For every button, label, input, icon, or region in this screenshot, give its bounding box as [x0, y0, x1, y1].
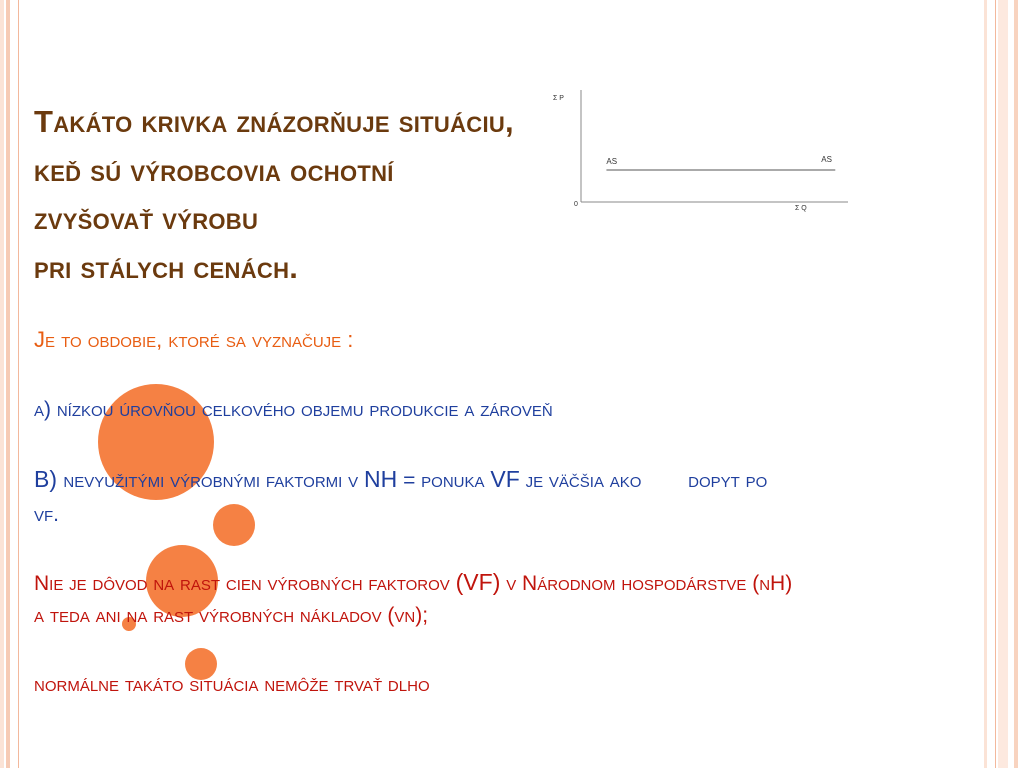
red-line-1 [34, 569, 792, 596]
red-line-3: normálne takáto situácia nemôže trvať dlho [34, 673, 430, 696]
point-b-line2: vf. [34, 503, 60, 526]
red-line-1-part2: v Národnom hospodárstve (nH) [500, 572, 793, 595]
chart-svg [545, 82, 855, 217]
point-b-text3: je väčšia ako dopyt po [519, 469, 768, 492]
subtitle: Je to obdobie, ktoré sa vyznačuje : [34, 327, 354, 352]
point-b-prefix: B) [34, 466, 64, 492]
aggregate-supply-chart [545, 82, 855, 217]
as-label-right: AS [821, 155, 832, 164]
title-line-3: zvyšovať výrobu [34, 201, 259, 236]
point-b [34, 466, 767, 493]
red-line-1-vf: (VF) [455, 569, 501, 595]
decor-circle-small [213, 504, 255, 546]
right-decor-stripe [984, 0, 1024, 768]
title-line-4: pri stálych cenách. [34, 250, 299, 285]
x-axis-label: Σ Q [795, 205, 807, 212]
left-decor-line [18, 0, 19, 768]
point-b-nh: NH [364, 466, 398, 492]
right-decor-line [995, 0, 996, 768]
point-b-text1: nevyužitými výrobnými faktormi v [63, 469, 364, 492]
point-b-vf: VF [490, 466, 520, 492]
title-line-1: Takáto krivka znázorňuje situáciu, [34, 104, 514, 139]
origin-label: 0 [574, 201, 578, 208]
red-line-2: a teda ani na rast výrobných nákladov (vn); [34, 604, 429, 627]
title-line-2: keď sú výrobcovia ochotní [34, 153, 394, 188]
left-decor-stripe [0, 0, 14, 768]
as-label-left: AS [606, 157, 618, 166]
y-axis-label: Σ P [553, 95, 564, 102]
point-b-text2: = ponuka [397, 469, 491, 492]
red-line-1-part1: Nie je dôvod na rast cien výrobných faktorov [34, 572, 456, 595]
point-a: a) nízkou úrovňou celkového objemu produkcie a zároveň [34, 398, 553, 421]
